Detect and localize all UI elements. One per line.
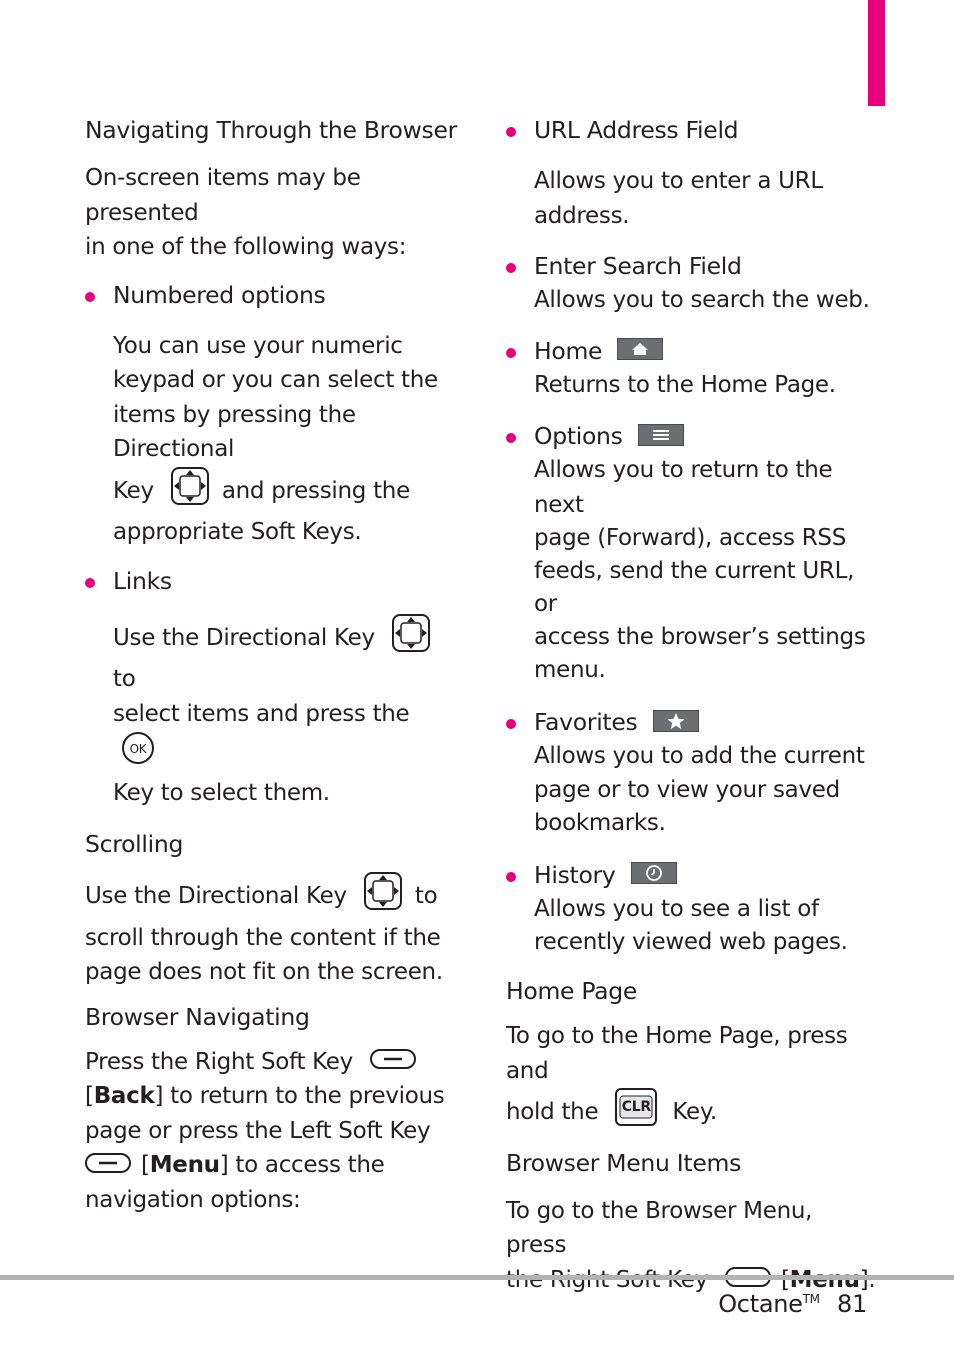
bn-back-label: Back (93, 1083, 155, 1110)
bn-menu-label: Menu (149, 1152, 220, 1179)
scroll-text-3: page does not fit on the screen. (85, 959, 443, 985)
clr-key-icon (615, 1088, 657, 1137)
scroll-text-1a: Use the Directional Key (85, 882, 347, 909)
options-text-4: access the browser’s settings (534, 624, 866, 650)
list-item-home (506, 334, 878, 403)
list-item-options (506, 419, 878, 687)
heading-scrolling: Scrolling (85, 830, 184, 858)
history-title-row (534, 858, 878, 892)
bullet-icon (506, 719, 516, 729)
links-text-2a: select items and press the (113, 700, 410, 727)
url-text-1: Allows you to enter a URL (534, 168, 823, 194)
favorites-text-2: page or to view your saved (534, 776, 840, 803)
list-item-enter-search (506, 249, 878, 318)
favorites-star-icon (653, 710, 699, 732)
favorites-text-1: Allows you to add the current (534, 743, 865, 769)
heading-navigating: Navigating Through the Browser (85, 116, 457, 144)
ok-key-icon (121, 731, 155, 776)
bullet-icon (85, 578, 95, 588)
url-title: URL Address Field (534, 116, 739, 144)
links-text-1a: Use the Directional Key (113, 624, 375, 651)
list-item-history (506, 858, 878, 960)
right-column (506, 113, 878, 1297)
options-text-3: feeds, send the current URL, or (534, 558, 855, 617)
numbered-text-2: keypad or you can select the (113, 367, 438, 393)
links-text-3: Key to select them. (113, 779, 330, 806)
history-text-2: recently viewed web pages. (534, 929, 848, 955)
bn-menu-rest: ] to access the (219, 1152, 385, 1179)
links-text-1b: to (113, 666, 136, 692)
page-footer (718, 1290, 867, 1318)
soft-key-icon (370, 1045, 416, 1080)
list-item-favorites (506, 705, 878, 840)
bullet-icon (506, 872, 516, 882)
home-title-row (534, 334, 878, 368)
options-text-2: page (Forward), access RSS (534, 525, 847, 551)
history-title: History (534, 860, 616, 889)
list-item-numbered-options (85, 278, 457, 550)
scroll-text-1 (85, 872, 457, 921)
bn-text-1 (85, 1045, 457, 1080)
hp-text-2a: hold the (506, 1098, 599, 1125)
left-column (85, 113, 457, 1218)
links-text-1 (113, 614, 457, 697)
options-title-row (534, 419, 878, 453)
scroll-text-1b: to (414, 882, 438, 909)
bullet-icon (506, 348, 516, 358)
favorites-text-3: bookmarks. (534, 809, 666, 836)
svg-text:OK: OK (129, 742, 147, 756)
options-title: Options (534, 422, 623, 450)
bn-text-5: navigation options: (85, 1187, 301, 1213)
numbered-text-5: appropriate Soft Keys. (113, 519, 362, 545)
home-text-1: Returns to the Home Page. (534, 371, 836, 398)
directional-key-icon (171, 467, 209, 516)
hp-text-2b: Key. (672, 1098, 717, 1125)
home-icon (617, 338, 663, 360)
history-clock-icon (631, 862, 677, 884)
options-text-5: menu. (534, 657, 606, 683)
bn-text-2 (85, 1079, 457, 1114)
numbered-text-4a: Key (113, 477, 154, 504)
links-title: Links (113, 566, 172, 595)
heading-home-page: Home Page (506, 977, 638, 1005)
directional-key-icon (392, 614, 430, 663)
numbered-text-4 (113, 467, 457, 516)
bullet-icon (506, 433, 516, 443)
nav-intro-line-1: On-screen items may be presented (85, 165, 361, 226)
section-tab (868, 0, 885, 106)
hp-text-2 (506, 1088, 878, 1137)
favorites-title: Favorites (534, 708, 638, 736)
nav-intro-line-2: in one of the following ways: (85, 234, 407, 260)
home-title: Home (534, 336, 603, 365)
directional-key-icon (364, 872, 402, 921)
footer-trademark: TM (802, 1292, 820, 1306)
bn-text-3: page or press the Left Soft Key (85, 1117, 431, 1144)
url-text-2: address. (534, 202, 630, 229)
clr-key-label: CLR (621, 1099, 651, 1115)
scroll-text-2: scroll through the content if the (85, 924, 441, 951)
bn-back-rest: ] to return to the previous (154, 1083, 445, 1110)
history-text-1: Allows you to see a list of (534, 895, 819, 922)
options-text-1: Allows you to return to the next (534, 457, 833, 518)
numbered-options-title: Numbered options (113, 280, 326, 309)
heading-browser-navigating: Browser Navigating (85, 1002, 310, 1031)
hp-text-1: To go to the Home Page, press and (506, 1023, 848, 1084)
bn-menu-open: [ (141, 1152, 150, 1179)
favorites-title-row (534, 705, 878, 739)
bullet-icon (506, 127, 516, 137)
heading-browser-menu-items: Browser Menu Items (506, 1148, 742, 1177)
bm-text-1: To go to the Browser Menu, press (506, 1197, 813, 1258)
footer-brand: Octane (718, 1290, 803, 1318)
bullet-icon (506, 263, 516, 273)
numbered-text-1: You can use your numeric (113, 332, 403, 359)
search-text-1: Allows you to search the web. (534, 287, 870, 313)
list-item-links (85, 564, 457, 811)
options-icon (638, 424, 684, 446)
numbered-text-4b: and pressing the (221, 477, 410, 504)
footer-rule (0, 1275, 954, 1280)
bn-back-open: [ (85, 1083, 94, 1110)
bullet-icon (85, 292, 95, 302)
soft-key-icon (85, 1149, 131, 1184)
bn-text-1a: Press the Right Soft Key (85, 1048, 353, 1075)
search-title: Enter Search Field (534, 252, 742, 280)
numbered-text-3: items by pressing the Directional (113, 401, 356, 462)
list-item-url-address (506, 113, 878, 233)
page-number: 81 (837, 1290, 867, 1318)
links-text-2 (113, 697, 457, 776)
bn-text-4 (85, 1148, 457, 1183)
